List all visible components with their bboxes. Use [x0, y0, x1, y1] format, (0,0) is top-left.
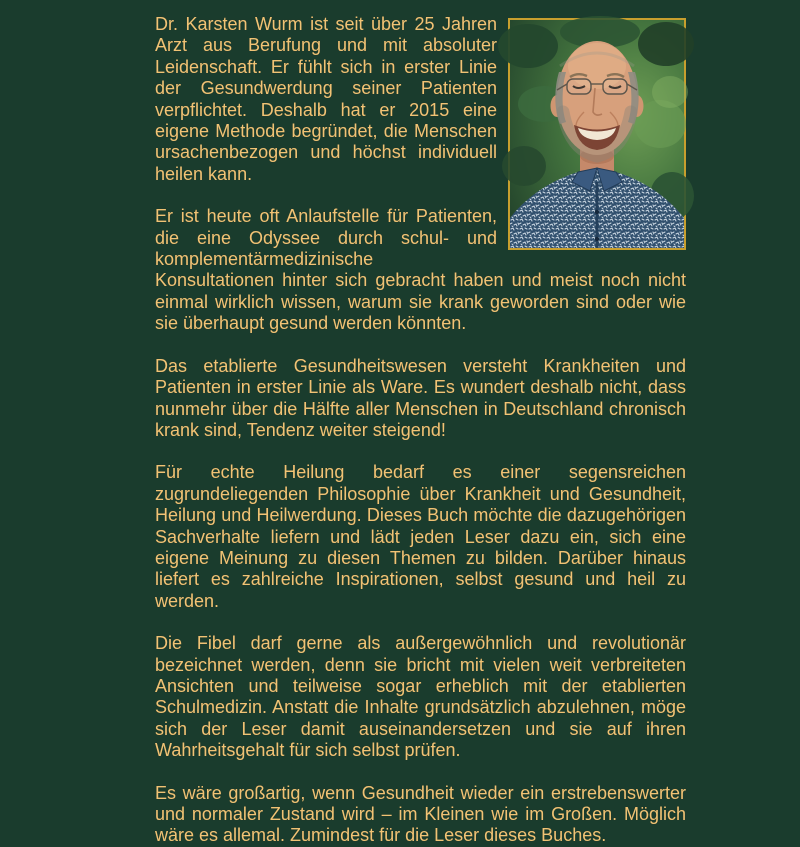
shirt-button	[595, 237, 599, 241]
bio-paragraph-6: Es wäre großartig, wenn Gesundheit wieder ein erstrebenswerter und normaler Zustand wird – im Kleinen wie im Großen. Möglich wäre es allemal. Zumindest für die Leser dieses Buches.	[155, 782, 686, 846]
bio-paragraph-3: Das etablierte Gesundheitswesen versteht Krankheiten und Patienten in erster Linie als Ware. Es wundert deshalb nicht, dass nunmehr über die Hälfte aller Menschen in Deutschland chronisch krank sind, Tendenz weiter steigend!	[155, 355, 686, 440]
shirt-button	[595, 210, 599, 214]
bio-paragraph-4: Für echte Heilung bedarf es einer segensreichen zugrundeliegenden Philosophie über Krankheit und Gesundheit, Heilung und Heilwerdung. Dieses Buch möchte die dazugehörigen Sachverhalte liefern und lädt jeden Leser dazu ein, sich eine eigene Meinung zu diesen Themen zu bilden. Darüber hinaus liefert es zahlreiche Inspirationen, selbst gesund und heil zu werden.	[155, 462, 686, 611]
bio-paragraph-2: Er ist heute oft Anlaufstelle für Patienten, die eine Odyssee durch schul- und komplementärmedizinische Konsultationen hinter sich gebracht haben und meist noch nicht einmal wirklich wissen, warum sie krank geworden sind oder wie sie überhaupt gesund werden könnten.	[155, 206, 686, 334]
bio-paragraph-1: Dr. Karsten Wurm ist seit über 25 Jahren Arzt aus Berufung und mit absoluter Leidenschaft. Er fühlt sich in erster Linie der Gesundwerdung seiner Patienten verpflichtet. Deshalb hat er 2015 eine eigene Methode begründet, die Menschen ursachenbezogen und höchst individuell heilen kann.	[155, 14, 497, 184]
bio-paragraph-5: Die Fibel darf gerne als außergewöhnlich und revolutionär bezeichnet werden, denn sie bricht mit vielen weit verbreiteten Ansichten und teilweise sogar erheblich mit der etablierten Schulmedizin. Anstatt die Inhalte grundsätzlich abzulehnen, möge sich der Leser damit auseinandersetzen und sie auf ihren Wahrheitsgehalt für sich selbst prüfen.	[155, 633, 686, 761]
author-portrait-photo	[510, 20, 684, 248]
author-photo-frame	[508, 18, 686, 250]
